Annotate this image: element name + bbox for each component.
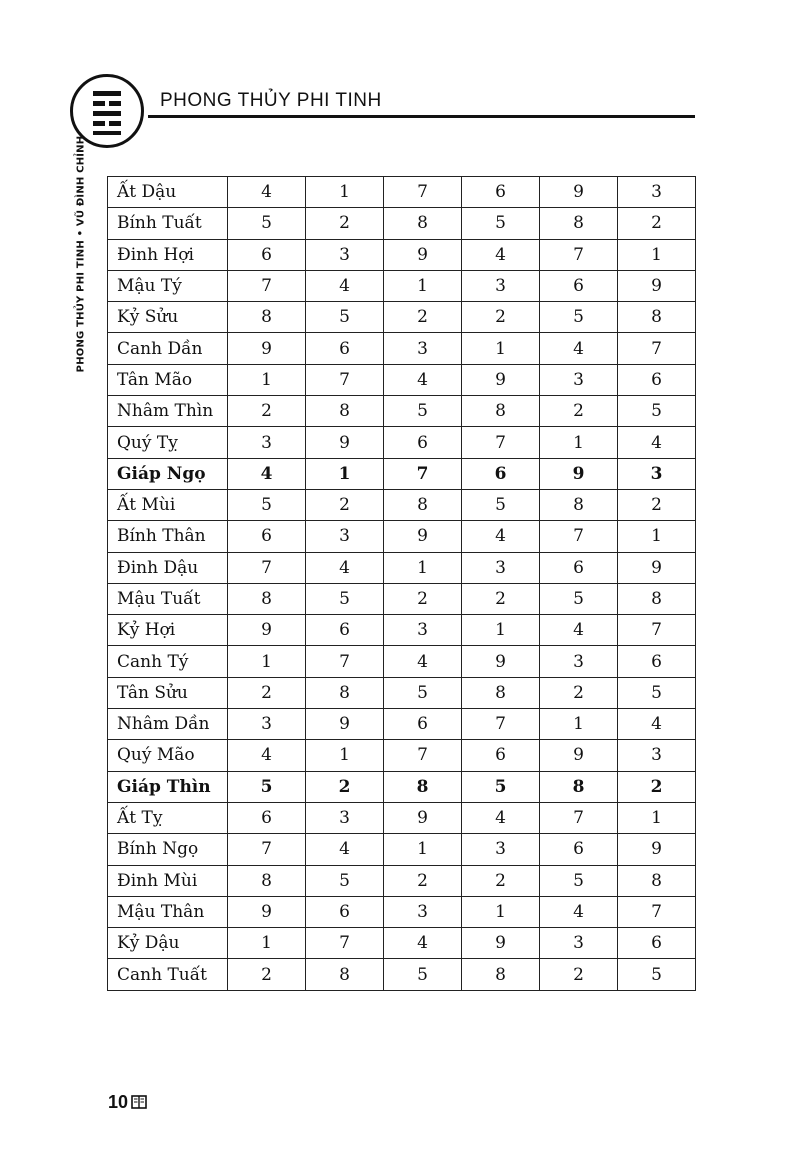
header-rule (148, 115, 695, 118)
star-value-cell: 9 (540, 458, 618, 489)
star-value-cell: 3 (384, 896, 462, 927)
star-value-cell: 7 (306, 646, 384, 677)
star-value-cell: 9 (618, 552, 696, 583)
star-value-cell: 7 (384, 458, 462, 489)
star-value-cell: 9 (384, 521, 462, 552)
table-row (108, 302, 696, 333)
year-cell: Kỷ Hợi (108, 615, 228, 646)
star-value-cell: 5 (306, 302, 384, 333)
star-value-cell: 2 (384, 302, 462, 333)
table-row (108, 865, 696, 896)
star-value-cell: 5 (228, 208, 306, 239)
star-value-cell: 9 (462, 364, 540, 395)
star-value-cell: 2 (384, 865, 462, 896)
star-value-cell: 6 (618, 646, 696, 677)
star-value-cell: 9 (306, 709, 384, 740)
star-value-cell: 2 (618, 771, 696, 802)
star-value-cell: 1 (462, 896, 540, 927)
star-value-cell: 3 (618, 740, 696, 771)
star-value-cell: 2 (306, 771, 384, 802)
star-value-cell: 6 (618, 928, 696, 959)
year-cell: Tân Mão (108, 364, 228, 395)
star-value-cell: 4 (384, 364, 462, 395)
star-value-cell: 2 (228, 959, 306, 990)
table-row (108, 270, 696, 301)
table-row (108, 896, 696, 927)
star-value-cell: 9 (540, 740, 618, 771)
star-value-cell: 5 (384, 396, 462, 427)
star-value-cell: 8 (618, 583, 696, 614)
star-value-cell: 9 (618, 270, 696, 301)
star-value-cell: 6 (540, 834, 618, 865)
year-cell: Bính Tuất (108, 208, 228, 239)
star-value-cell: 8 (540, 208, 618, 239)
star-value-cell: 8 (462, 396, 540, 427)
star-value-cell: 7 (540, 521, 618, 552)
star-value-cell: 5 (228, 771, 306, 802)
year-cell: Canh Tý (108, 646, 228, 677)
year-cell: Kỷ Dậu (108, 928, 228, 959)
star-value-cell: 8 (306, 959, 384, 990)
year-cell: Nhâm Thìn (108, 396, 228, 427)
star-value-cell: 1 (306, 740, 384, 771)
year-cell: Canh Tuất (108, 959, 228, 990)
star-value-cell: 2 (306, 208, 384, 239)
page-header-title: PHONG THỦY PHI TINH (160, 90, 382, 111)
star-value-cell: 9 (384, 239, 462, 270)
star-value-cell: 7 (306, 364, 384, 395)
star-value-cell: 2 (462, 583, 540, 614)
year-cell: Ất Mùi (108, 489, 228, 520)
star-value-cell: 9 (540, 177, 618, 208)
year-cell: Nhâm Dần (108, 709, 228, 740)
star-value-cell: 8 (618, 302, 696, 333)
star-value-cell: 5 (462, 771, 540, 802)
table-row (108, 489, 696, 520)
star-value-cell: 7 (228, 552, 306, 583)
star-value-cell: 1 (618, 521, 696, 552)
star-value-cell: 1 (540, 427, 618, 458)
star-value-cell: 8 (228, 302, 306, 333)
star-value-cell: 5 (618, 959, 696, 990)
year-cell: Bính Ngọ (108, 834, 228, 865)
star-value-cell: 3 (540, 928, 618, 959)
star-value-cell: 8 (384, 489, 462, 520)
star-value-cell: 2 (306, 489, 384, 520)
star-value-cell: 2 (540, 677, 618, 708)
star-value-cell: 5 (306, 583, 384, 614)
table-row (108, 427, 696, 458)
star-value-cell: 5 (618, 677, 696, 708)
star-value-cell: 7 (306, 928, 384, 959)
star-value-cell: 6 (228, 802, 306, 833)
star-value-cell: 2 (228, 677, 306, 708)
star-value-cell: 2 (462, 302, 540, 333)
star-value-cell: 6 (540, 270, 618, 301)
star-value-cell: 6 (462, 458, 540, 489)
star-value-cell: 5 (540, 865, 618, 896)
star-value-cell: 9 (462, 646, 540, 677)
star-value-cell: 1 (306, 458, 384, 489)
table-row (108, 458, 696, 489)
star-value-cell: 4 (384, 928, 462, 959)
star-value-cell: 3 (306, 521, 384, 552)
star-value-cell: 8 (462, 677, 540, 708)
table-row (108, 333, 696, 364)
table-row (108, 709, 696, 740)
star-value-cell: 5 (228, 489, 306, 520)
star-value-cell: 7 (228, 270, 306, 301)
star-value-cell: 1 (384, 552, 462, 583)
star-value-cell: 5 (384, 959, 462, 990)
star-value-cell: 4 (228, 740, 306, 771)
star-value-cell: 6 (462, 740, 540, 771)
star-value-cell: 1 (462, 615, 540, 646)
star-value-cell: 6 (306, 615, 384, 646)
year-cell: Ất Dậu (108, 177, 228, 208)
star-value-cell: 3 (384, 615, 462, 646)
star-value-cell: 6 (306, 896, 384, 927)
star-value-cell: 4 (228, 177, 306, 208)
star-value-cell: 2 (540, 959, 618, 990)
star-value-cell: 4 (540, 333, 618, 364)
star-value-cell: 6 (306, 333, 384, 364)
star-value-cell: 6 (384, 709, 462, 740)
star-value-cell: 4 (306, 834, 384, 865)
star-value-cell: 3 (306, 239, 384, 270)
star-value-cell: 6 (462, 177, 540, 208)
star-value-cell: 2 (384, 583, 462, 614)
star-value-cell: 5 (306, 865, 384, 896)
star-value-cell: 3 (618, 458, 696, 489)
star-value-cell: 5 (462, 489, 540, 520)
star-value-cell: 6 (384, 427, 462, 458)
star-value-cell: 9 (228, 896, 306, 927)
year-cell: Đinh Dậu (108, 552, 228, 583)
table-row (108, 928, 696, 959)
star-value-cell: 3 (384, 333, 462, 364)
year-cell: Kỷ Sửu (108, 302, 228, 333)
star-value-cell: 4 (384, 646, 462, 677)
year-cell: Quý Mão (108, 740, 228, 771)
star-value-cell: 1 (384, 270, 462, 301)
year-cell: Bính Thân (108, 521, 228, 552)
star-value-cell: 9 (384, 802, 462, 833)
star-value-cell: 4 (462, 239, 540, 270)
flying-star-table (107, 176, 696, 991)
star-value-cell: 3 (306, 802, 384, 833)
star-value-cell: 5 (462, 208, 540, 239)
table-row (108, 740, 696, 771)
star-value-cell: 1 (228, 646, 306, 677)
table-row (108, 552, 696, 583)
star-value-cell: 7 (618, 333, 696, 364)
star-value-cell: 4 (540, 615, 618, 646)
star-value-cell: 1 (618, 802, 696, 833)
year-cell: Đinh Mùi (108, 865, 228, 896)
star-value-cell: 7 (540, 239, 618, 270)
year-cell: Mậu Tý (108, 270, 228, 301)
year-cell: Quý Tỵ (108, 427, 228, 458)
star-value-cell: 8 (384, 771, 462, 802)
star-value-cell: 4 (540, 896, 618, 927)
star-value-cell: 8 (306, 396, 384, 427)
table-row (108, 583, 696, 614)
star-value-cell: 7 (618, 615, 696, 646)
side-running-label-text: PHONG THỦY PHI TINH • VŨ ĐÌNH CHỈNH (75, 135, 87, 372)
star-value-cell: 5 (384, 677, 462, 708)
open-book-icon (131, 1095, 147, 1109)
table-row (108, 364, 696, 395)
star-value-cell: 2 (618, 208, 696, 239)
year-cell: Giáp Thìn (108, 771, 228, 802)
table-row (108, 396, 696, 427)
year-cell: Giáp Ngọ (108, 458, 228, 489)
star-value-cell: 5 (540, 302, 618, 333)
star-value-cell: 8 (618, 865, 696, 896)
table-row (108, 615, 696, 646)
star-value-cell: 1 (384, 834, 462, 865)
star-value-cell: 6 (540, 552, 618, 583)
star-value-cell: 9 (306, 427, 384, 458)
star-value-cell: 1 (228, 364, 306, 395)
side-running-label (73, 135, 89, 372)
star-value-cell: 6 (618, 364, 696, 395)
year-cell: Ất Tỵ (108, 802, 228, 833)
star-value-cell: 7 (462, 427, 540, 458)
star-value-cell: 7 (618, 896, 696, 927)
star-value-cell: 7 (462, 709, 540, 740)
star-value-cell: 2 (618, 489, 696, 520)
star-value-cell: 1 (462, 333, 540, 364)
star-value-cell: 1 (618, 239, 696, 270)
star-value-cell: 3 (540, 364, 618, 395)
star-value-cell: 4 (306, 552, 384, 583)
table-row (108, 802, 696, 833)
star-value-cell: 2 (228, 396, 306, 427)
star-value-cell: 7 (540, 802, 618, 833)
star-value-cell: 3 (462, 834, 540, 865)
star-value-cell: 4 (228, 458, 306, 489)
star-value-cell: 1 (540, 709, 618, 740)
table-row (108, 208, 696, 239)
year-cell: Canh Dần (108, 333, 228, 364)
star-value-cell: 5 (618, 396, 696, 427)
star-value-cell: 3 (462, 552, 540, 583)
star-value-cell: 7 (384, 740, 462, 771)
star-value-cell: 3 (228, 427, 306, 458)
year-cell: Mậu Tuất (108, 583, 228, 614)
star-value-cell: 9 (228, 615, 306, 646)
star-value-cell: 8 (462, 959, 540, 990)
star-value-cell: 8 (228, 865, 306, 896)
star-value-cell: 4 (618, 427, 696, 458)
table-row (108, 646, 696, 677)
star-value-cell: 6 (228, 521, 306, 552)
table-row (108, 521, 696, 552)
star-value-cell: 5 (540, 583, 618, 614)
star-value-cell: 4 (618, 709, 696, 740)
star-value-cell: 8 (228, 583, 306, 614)
table-row (108, 834, 696, 865)
star-value-cell: 3 (618, 177, 696, 208)
star-value-cell: 4 (306, 270, 384, 301)
star-value-cell: 1 (306, 177, 384, 208)
star-value-cell: 9 (618, 834, 696, 865)
star-value-cell: 9 (462, 928, 540, 959)
page-number: 10 (108, 1092, 129, 1112)
star-value-cell: 8 (540, 771, 618, 802)
table-row (108, 677, 696, 708)
year-cell: Mậu Thân (108, 896, 228, 927)
year-cell: Đinh Hợi (108, 239, 228, 270)
table-row (108, 239, 696, 270)
star-value-cell: 1 (228, 928, 306, 959)
star-value-cell: 3 (462, 270, 540, 301)
star-value-cell: 4 (462, 802, 540, 833)
star-value-cell: 7 (228, 834, 306, 865)
table-row (108, 959, 696, 990)
star-value-cell: 9 (228, 333, 306, 364)
star-value-cell: 4 (462, 521, 540, 552)
year-cell: Tân Sửu (108, 677, 228, 708)
star-value-cell: 3 (540, 646, 618, 677)
star-value-cell: 8 (306, 677, 384, 708)
star-value-cell: 8 (540, 489, 618, 520)
star-value-cell: 8 (384, 208, 462, 239)
star-value-cell: 7 (384, 177, 462, 208)
table-row (108, 771, 696, 802)
star-value-cell: 6 (228, 239, 306, 270)
star-value-cell: 2 (462, 865, 540, 896)
star-value-cell: 2 (540, 396, 618, 427)
star-value-cell: 3 (228, 709, 306, 740)
table-row (108, 177, 696, 208)
